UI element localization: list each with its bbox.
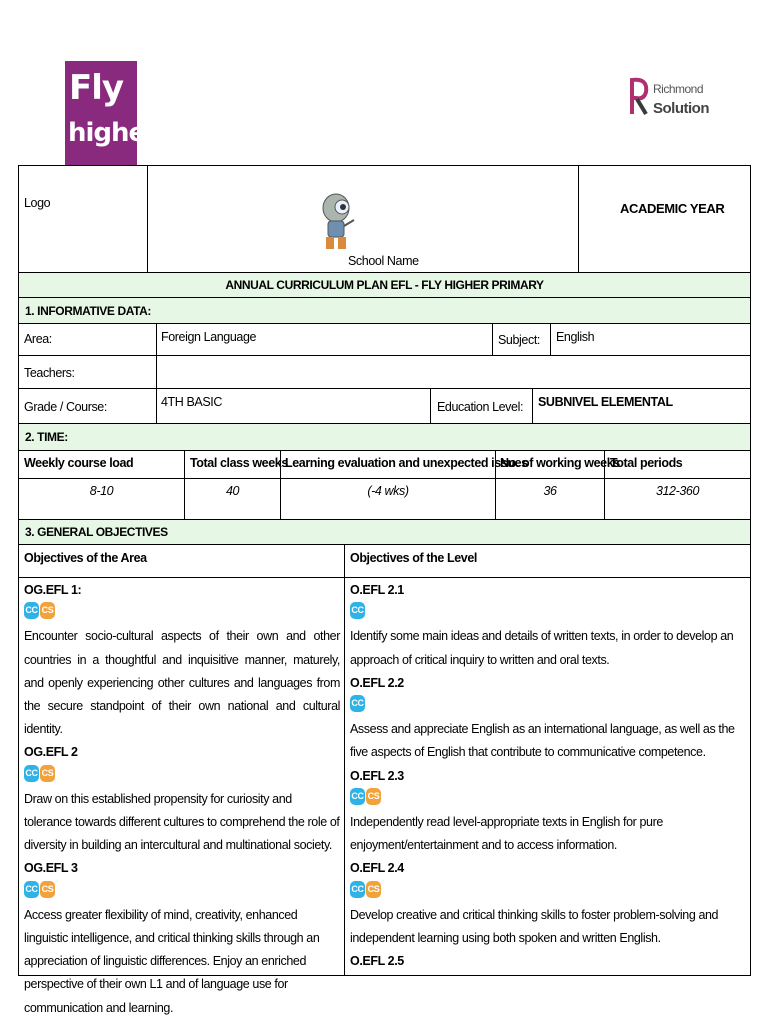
richmond-r-icon bbox=[626, 74, 652, 122]
o-efl-2-1-text: Identify some main ideas and details of written texts, in order to develop an approach of critical inquiry to written and oral texts. bbox=[350, 629, 734, 667]
o-efl-2-2-text: Assess and appreciate English as an international language, as well as the five aspects of English that contribute to communicative competence. bbox=[350, 722, 735, 760]
og-efl-3-badges bbox=[24, 881, 340, 904]
logo-cell bbox=[18, 165, 148, 273]
cs-badge: CS bbox=[366, 788, 381, 805]
fly-logo-line1: Fly bbox=[69, 68, 124, 108]
time-header-divider bbox=[18, 478, 751, 479]
time-header-evaluation: Learning evaluation and unexpected issues bbox=[285, 456, 528, 470]
level-objectives-list bbox=[350, 579, 746, 973]
time-heading: 2. TIME: bbox=[18, 423, 751, 451]
objectives-heading: 3. GENERAL OBJECTIVES bbox=[18, 519, 751, 545]
academic-year-cell bbox=[578, 165, 751, 273]
cc-badge: CC bbox=[350, 602, 365, 619]
time-value-evaluation: (-4 wks) bbox=[367, 484, 409, 498]
objectives-area-header: Objectives of the Area bbox=[24, 551, 147, 565]
og-efl-1-text: Encounter socio-cultural aspects of their own and other countries in a thoughtful and inquisitive manner, maturely, and openly experiencing other cultures and languages from the secure standpoint of their own national and cultural identity. bbox=[24, 629, 340, 737]
objectives-level-header: Objectives of the Level bbox=[350, 551, 477, 565]
grade-label: Grade / Course: bbox=[24, 400, 107, 414]
area-objectives-list bbox=[24, 579, 340, 1020]
subject-label: Subject: bbox=[498, 333, 540, 347]
cc-badge: CC bbox=[24, 881, 39, 898]
cc-badge: CC bbox=[24, 602, 39, 619]
og-efl-3-code: OG.EFL 3 bbox=[24, 861, 78, 876]
objectives-header-divider bbox=[18, 577, 751, 578]
og-efl-2-badges bbox=[24, 765, 340, 788]
o-efl-2-2-code: O.EFL 2.2 bbox=[350, 675, 404, 690]
teachers-value-cell bbox=[156, 355, 751, 389]
cs-badge: CS bbox=[40, 881, 55, 898]
fly-higher-logo bbox=[65, 61, 157, 165]
time-value-periods: 312-360 bbox=[655, 484, 700, 498]
edu-label: Education Level: bbox=[437, 400, 524, 414]
school-name-label: School Name bbox=[348, 254, 419, 268]
og-efl-1-badges bbox=[24, 602, 340, 625]
og-efl-1-code: OG.EFL 1: bbox=[24, 583, 82, 597]
informative-heading: 1. INFORMATIVE DATA: bbox=[18, 297, 751, 324]
og-efl-2-text: Draw on this established propensity for curiosity and tolerance towards different cultures to comprehend the role of diversity in building an intercultural and multinational society. bbox=[24, 791, 340, 853]
solution-text: Solution bbox=[653, 100, 709, 117]
time-header-total-weeks: Total class weeks bbox=[190, 456, 288, 470]
cs-badge: CS bbox=[40, 602, 55, 619]
cc-badge: CC bbox=[350, 695, 365, 712]
o-efl-2-3-code: O.EFL 2.3 bbox=[350, 768, 404, 783]
fly-logo-line2: higher bbox=[68, 118, 157, 148]
teachers-label: Teachers: bbox=[24, 366, 75, 380]
time-header-periods: Total periods bbox=[610, 456, 683, 470]
richmond-text: Richmond bbox=[653, 82, 704, 96]
plan-title: ANNUAL CURRICULUM PLAN EFL - FLY HIGHER PRIMARY bbox=[18, 272, 751, 298]
o-efl-2-4-badges bbox=[350, 881, 746, 904]
o-efl-2-1-code: O.EFL 2.1 bbox=[350, 583, 404, 597]
logo-label: Logo bbox=[24, 196, 51, 210]
edu-value: SUBNIVEL ELEMENTAL bbox=[538, 395, 673, 409]
time-header-working-weeks: No. of working weeks bbox=[500, 456, 620, 470]
area-value: Foreign Language bbox=[161, 330, 257, 344]
og-efl-3-text: Access greater flexibility of mind, creativity, enhanced linguistic intelligence, and critical thinking skills through an appreciation of linguistic differences. Enjoy an enriched perspective of their own L1 and of language use for communication and learning. bbox=[24, 907, 320, 1015]
mascot-robot-icon bbox=[318, 190, 358, 256]
o-efl-2-1-badges bbox=[350, 602, 746, 625]
cc-badge: CC bbox=[24, 765, 39, 782]
o-efl-2-4-code: O.EFL 2.4 bbox=[350, 861, 404, 876]
richmond-solution-logo bbox=[626, 74, 709, 124]
o-efl-2-2-badges bbox=[350, 695, 746, 718]
cs-badge: CS bbox=[366, 881, 381, 898]
o-efl-2-3-badges bbox=[350, 788, 746, 811]
o-efl-2-5-code: O.EFL 2.5 bbox=[350, 954, 404, 969]
og-efl-2-code: OG.EFL 2 bbox=[24, 745, 78, 760]
area-label: Area: bbox=[24, 332, 52, 346]
o-efl-2-3-text: Independently read level-appropriate texts in English for pure enjoyment/entertainment and to access information. bbox=[350, 815, 663, 853]
time-value-working-weeks: 36 bbox=[543, 484, 557, 498]
time-value-weekly: 8-10 bbox=[89, 484, 114, 498]
cc-badge: CC bbox=[350, 788, 365, 805]
time-value-total-weeks: 40 bbox=[225, 484, 240, 498]
academic-year-label: ACADEMIC YEAR bbox=[620, 201, 725, 216]
cs-badge: CS bbox=[40, 765, 55, 782]
cc-badge: CC bbox=[350, 881, 365, 898]
o-efl-2-4-text: Develop creative and critical thinking skills to foster problem-solving and independent learning using both spoken and written English. bbox=[350, 907, 719, 946]
time-header-weekly: Weekly course load bbox=[24, 456, 134, 470]
subject-value: English bbox=[556, 330, 595, 344]
grade-value: 4TH BASIC bbox=[161, 395, 222, 409]
